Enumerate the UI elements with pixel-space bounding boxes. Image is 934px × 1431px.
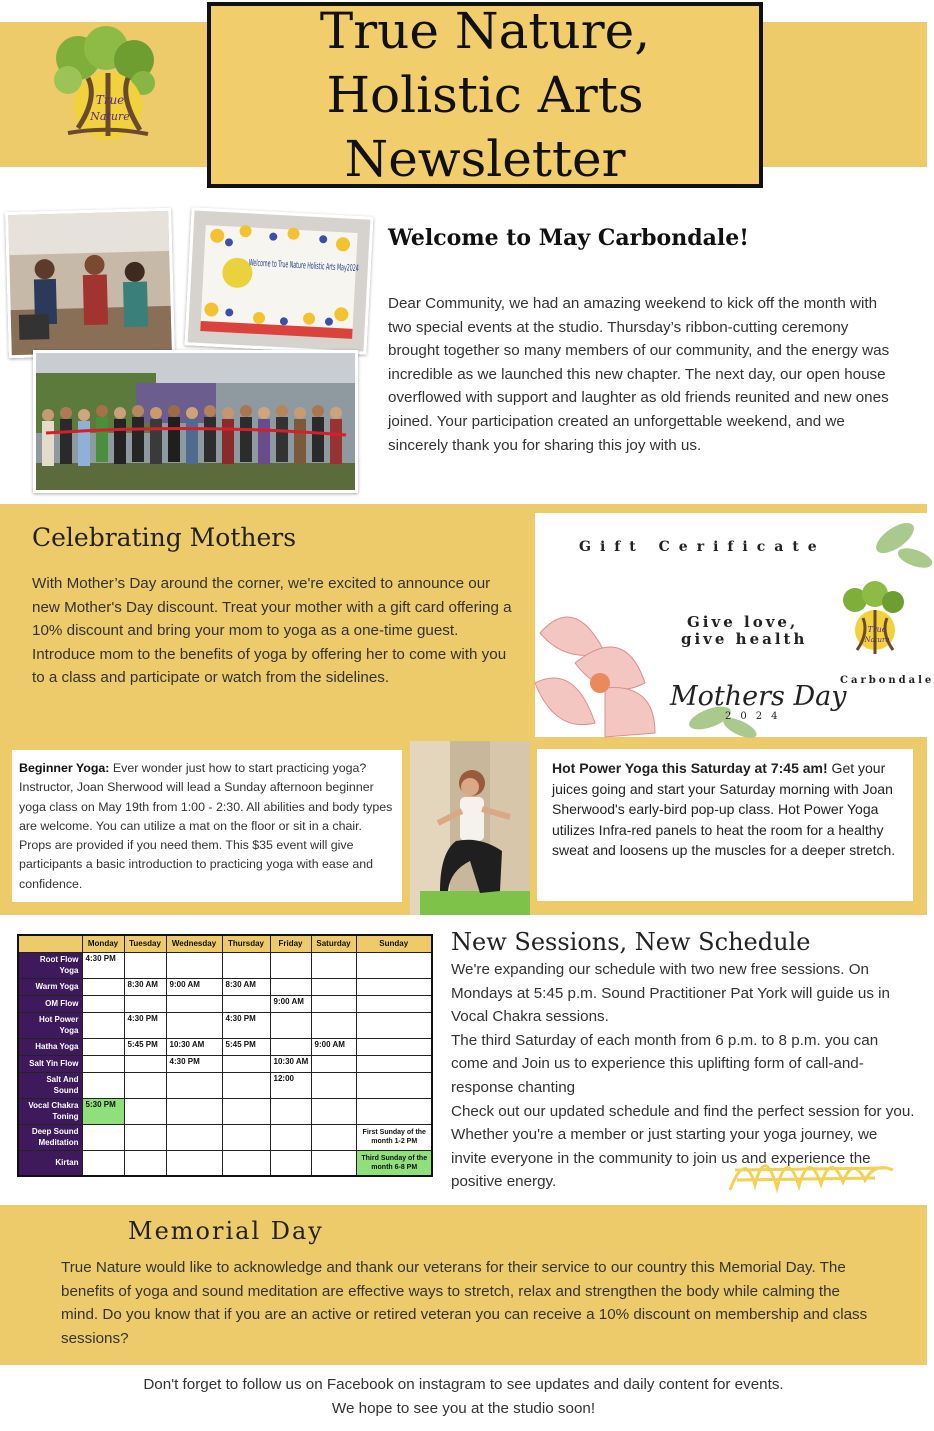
schedule-cell (222, 1150, 270, 1176)
schedule-cell (166, 952, 222, 978)
schedule-cell (270, 1012, 311, 1038)
schedule-row (18, 1150, 432, 1176)
gift-mothers-day: Mothers Day (670, 681, 847, 712)
sessions-para-2: The third Saturday of each month from 6 p.m. to 8 p.m. you can come and Join us to experience this uplifting form of call-and-response chanting (451, 1031, 879, 1096)
schedule-cell (166, 1150, 222, 1176)
schedule-row (18, 952, 432, 978)
schedule-class-name: Hot Power Yoga (18, 1012, 82, 1038)
schedule-day-header: Monday (82, 935, 124, 952)
schedule-class-name: Deep Sound Meditation (18, 1124, 82, 1150)
schedule-cell (82, 1150, 124, 1176)
schedule-day-header: Wednesday (166, 935, 222, 952)
schedule-header-row (18, 935, 432, 952)
schedule-cell (311, 1055, 356, 1072)
schedule-cell (311, 1072, 356, 1098)
schedule-class-name: OM Flow (18, 995, 82, 1012)
cake-photo (185, 207, 459, 354)
cake-text-line: Welcome to True Nature Holistic Arts May2024 (248, 258, 459, 280)
schedule-corner (18, 935, 82, 952)
schedule-cell (270, 1150, 311, 1176)
schedule-day-header: Thursday (222, 935, 270, 952)
schedule-class-name: Hatha Yoga (18, 1038, 82, 1055)
schedule-cell (222, 1124, 270, 1150)
schedule-cell: 5:30 PM (82, 1098, 124, 1124)
gift-line-2: give health (681, 630, 808, 648)
schedule-row (18, 1038, 432, 1055)
schedule-cell: First Sunday of the month 1-2 PM (356, 1124, 432, 1150)
gift-year: 2024 (725, 711, 787, 722)
schedule-cell (311, 1124, 356, 1150)
schedule-cell (356, 1098, 432, 1124)
schedule-cell (124, 995, 166, 1012)
ribbon-cutting-photo (33, 350, 358, 493)
gift-logo-text-true: True (867, 625, 887, 634)
schedule-cell: 10:30 AM (270, 1055, 311, 1072)
schedule-day-header: Friday (270, 935, 311, 952)
schedule-cell (356, 1038, 432, 1055)
schedule-cell (222, 1098, 270, 1124)
schedule-cell (82, 1038, 124, 1055)
schedule-cell (270, 1124, 311, 1150)
schedule-cell (124, 1055, 166, 1072)
schedule-cell (270, 1038, 311, 1055)
schedule-cell: 8:30 AM (222, 978, 270, 995)
schedule-day-header: Sunday (356, 935, 432, 952)
memorial-title: Memorial Day (128, 1217, 324, 1245)
schedule-cell (166, 1072, 222, 1098)
schedule-row (18, 1055, 432, 1072)
schedule-class-name: Root Flow Yoga (18, 952, 82, 978)
welcome-body: Dear Community, we had an amazing weekend to kick off the month with two special events at the studio. Thursday’s ribbon-cutting ceremony brought together so many members of our community, and the energy was incredible as we launched this new chapter. The next day, our open house overflowed with support and laughter as old friends reunited and new ones joined. Your participation created an unforgettable weekend, and we sincerely thank you for sharing this joy with us. (388, 295, 890, 454)
schedule-cell (82, 978, 124, 995)
schedule-cell (82, 1124, 124, 1150)
hot-power-yoga-box (537, 749, 913, 901)
schedule-cell (124, 952, 166, 978)
gift-heading: Gift Cerificate (579, 539, 826, 555)
sessions-para-3: Check out our updated schedule and find the perfect session for you. Whether you're a member or just starting your yoga journey, we invite everyone in the community to join us and experience the positive energy. (451, 1102, 915, 1191)
beginner-label: Beginner Yoga: (19, 761, 110, 775)
schedule-cell: 8:30 AM (124, 978, 166, 995)
schedule-cell (166, 1098, 222, 1124)
schedule-cell: 4:30 PM (82, 952, 124, 978)
class-schedule-table (17, 934, 433, 1177)
schedule-cell: 5:45 PM (222, 1038, 270, 1055)
sessions-title: New Sessions, New Schedule (451, 928, 811, 956)
beginner-yoga-box (12, 750, 402, 902)
schedule-cell: 9:00 AM (270, 995, 311, 1012)
memorial-body: True Nature would like to acknowledge and thank our veterans for their service to our country this Memorial Day. The benefits of yoga and sound meditation are effective ways to stretch, relax and strengthen the body while calming the mind. Do you know that if you are an active or retired veteran you can receive a 10% discount on membership and class sessions? (61, 1259, 868, 1347)
schedule-cell (311, 1098, 356, 1124)
schedule-cell: 5:45 PM (124, 1038, 166, 1055)
yoga-instructor-photo (410, 741, 530, 915)
footer-line-1: Don't forget to follow us on Facebook on instagram to see updates and daily content for events. (143, 1376, 784, 1393)
schedule-class-name: Kirtan (18, 1150, 82, 1176)
schedule-cell (311, 1012, 356, 1038)
power-label: Hot Power Yoga this Saturday at 7:45 am! (552, 760, 828, 776)
schedule-row (18, 1098, 432, 1124)
logo-text-true: True (95, 93, 125, 107)
schedule-cell (82, 995, 124, 1012)
schedule-row (18, 1124, 432, 1150)
beginner-body: Ever wonder just how to start practicing yoga? Instructor, Joan Sherwood will lead a Sunday afternoon beginner yoga class on May 19th from 1:00 - 2:30. All abilities and body types are welcome. You can utilize a mat on the floor or sit in a chair. Props are provided if you need them. This $35 event will give participants a basic introduction to practicing yoga with ease and confidence. (19, 761, 393, 891)
schedule-cell (311, 952, 356, 978)
schedule-cell (311, 978, 356, 995)
gift-logo-text-nature: Nature (864, 636, 890, 644)
schedule-cell (270, 978, 311, 995)
schedule-cell (222, 1055, 270, 1072)
schedule-class-name: Warm Yoga (18, 978, 82, 995)
sessions-para-1: We're expanding our schedule with two new free sessions. On Mondays at 5:45 p.m. Sound Practitioner Pat York will guide us in Vocal Chakra sessions. (451, 961, 890, 1026)
schedule-class-name: Vocal Chakra Toning (18, 1098, 82, 1124)
newsletter-title-box (207, 2, 763, 188)
schedule-cell: 4:30 PM (124, 1012, 166, 1038)
mothers-title: Celebrating Mothers (32, 523, 297, 552)
newsletter-title: True Nature, Holistic Arts Newsletter (319, 2, 651, 188)
schedule-cell: 4:30 PM (222, 1012, 270, 1038)
tree-logo (48, 28, 160, 148)
schedule-cell (270, 952, 311, 978)
schedule-cell (356, 1055, 432, 1072)
power-body: Get your juices going and start your Saturday morning with Joan Sherwood's early-bird pop-up class. Hot Power Yoga utilizes Infra-red panels to heat the room for a healthy sweat and loosens up the muscles for a deeper stretch. (552, 760, 896, 859)
gift-location: Carbondale (840, 675, 934, 686)
schedule-cell (82, 1072, 124, 1098)
tree-logo-icon (48, 28, 160, 148)
schedule-cell (356, 978, 432, 995)
schedule-cell (222, 1072, 270, 1098)
schedule-cell (124, 1150, 166, 1176)
schedule-class-name: Salt And Sound (18, 1072, 82, 1098)
schedule-cell (166, 1124, 222, 1150)
schedule-day-header: Saturday (311, 935, 356, 952)
gift-line-1: Give love, (687, 613, 799, 631)
schedule-cell (270, 1098, 311, 1124)
schedule-cell (124, 1098, 166, 1124)
schedule-cell (166, 995, 222, 1012)
footer-line-2: We hope to see you at the studio soon! (331, 1399, 596, 1417)
party-photo (5, 208, 175, 358)
schedule-row (18, 1012, 432, 1038)
welcome-title: Welcome to May Carbondale! (388, 225, 749, 251)
schedule-cell (356, 1072, 432, 1098)
schedule-row (18, 1072, 432, 1098)
logo-text-nature: Nature (90, 110, 130, 123)
schedule-cell: 10:30 AM (166, 1038, 222, 1055)
schedule-cell (311, 1150, 356, 1176)
schedule-cell (356, 1012, 432, 1038)
schedule-cell: 4:30 PM (166, 1055, 222, 1072)
schedule-cell: 9:00 AM (166, 978, 222, 995)
schedule-day-header: Tuesday (124, 935, 166, 952)
schedule-cell (82, 1012, 124, 1038)
schedule-cell (222, 952, 270, 978)
footer (0, 1373, 927, 1420)
schedule-cell (124, 1072, 166, 1098)
schedule-cell (311, 995, 356, 1012)
schedule-cell (356, 995, 432, 1012)
schedule-cell (222, 995, 270, 1012)
schedule-cell: 9:00 AM (311, 1038, 356, 1055)
schedule-cell: Third Sunday of the month 6-8 PM (356, 1150, 432, 1176)
schedule-cell (124, 1124, 166, 1150)
schedule-class-name: Salt Yin Flow (18, 1055, 82, 1072)
schedule-row (18, 978, 432, 995)
schedule-cell (82, 1055, 124, 1072)
schedule-cell (166, 1012, 222, 1038)
gift-certificate-card (535, 513, 934, 737)
schedule-cell: 12:00 (270, 1072, 311, 1098)
schedule-cell (356, 952, 432, 978)
mothers-body: With Mother’s Day around the corner, we're excited to announce our new Mother's Day discount. Treat your mother with a gift card offering a 10% discount and bring your mom to yoga as a one-time guest. Introduce mom to the benefits of yoga by offering her to come with you to a class and participate or watch from the sidelines. (32, 575, 512, 687)
yellow-scribble-decoration (725, 1140, 900, 1202)
schedule-row (18, 995, 432, 1012)
